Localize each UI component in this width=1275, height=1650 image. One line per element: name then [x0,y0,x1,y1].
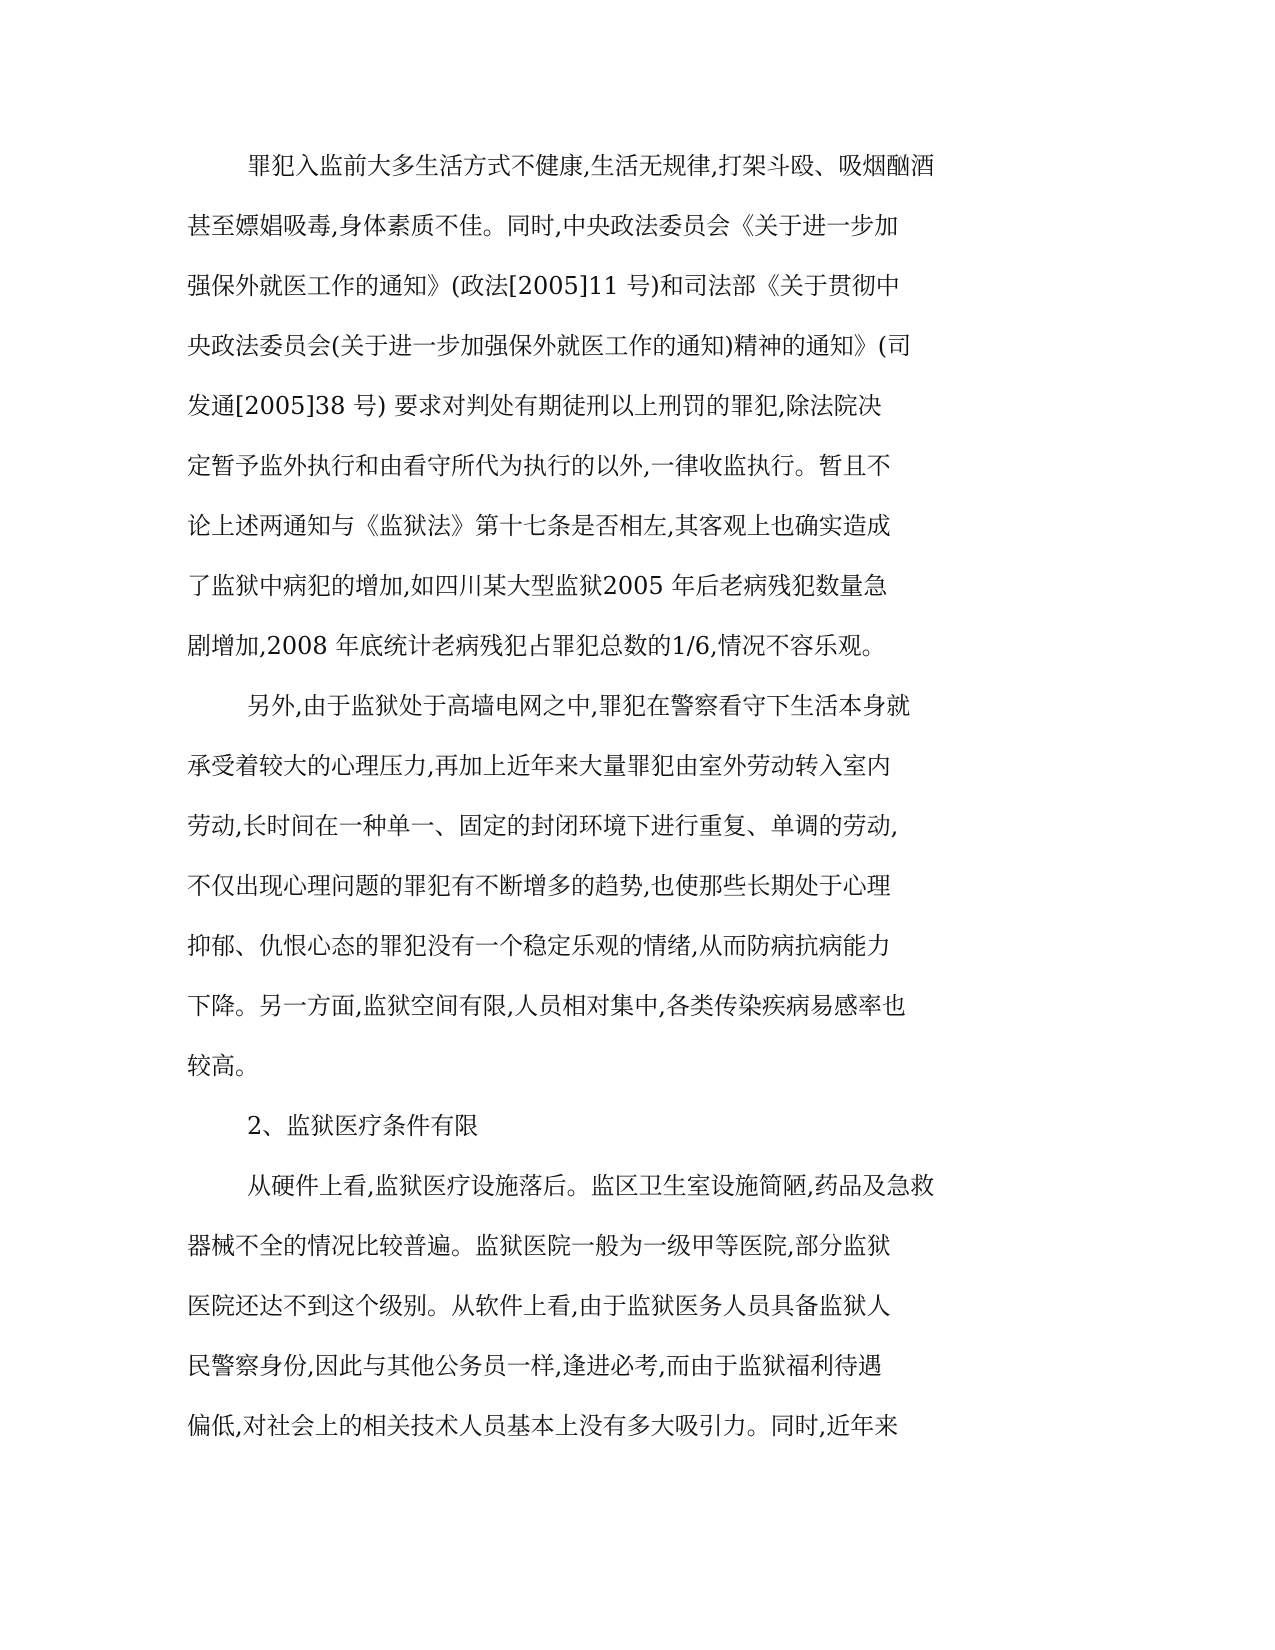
text-line: 论上述两通知与《监狱法》第十七条是否相左,其客观上也确实造成 [187,512,891,540]
text-line: 另外,由于监狱处于高墙电网之中,罪犯在警察看守下生活本身就 [247,692,911,720]
text-line: 医院还达不到这个级别。从软件上看,由于监狱医务人员具备监狱人 [187,1292,891,1320]
text-line: 劳动,长时间在一种单一、固定的封闭环境下进行重复、单调的劳动, [187,812,899,840]
text-line: 较高。 [187,1052,259,1080]
section-heading: 2、监狱医疗条件有限 [247,1112,479,1140]
text-line: 不仅出现心理问题的罪犯有不断增多的趋势,也使那些长期处于心理 [187,872,891,900]
text-line: 剧增加,2008 年底统计老病残犯占罪犯总数的1/6,情况不容乐观。 [187,632,886,660]
text-line: 发通[2005]38 号) 要求对判处有期徒刑以上刑罚的罪犯,除法院决 [187,392,882,420]
text-line: 下降。另一方面,监狱空间有限,人员相对集中,各类传染疾病易感率也 [187,992,906,1020]
text-line: 偏低,对社会上的相关技术人员基本上没有多大吸引力。同时,近年来 [187,1412,899,1440]
text-line: 了监狱中病犯的增加,如四川某大型监狱2005 年后老病残犯数量急 [187,572,888,600]
text-line: 定暂予监外执行和由看守所代为执行的以外,一律收监执行。暂且不 [187,452,891,480]
text-line: 强保外就医工作的通知》(政法[2005]11 号)和司法部《关于贯彻中 [187,272,900,300]
text-line: 民警察身份,因此与其他公务员一样,逢进必考,而由于监狱福利待遇 [187,1352,882,1380]
document-body [187,136,987,1456]
text-line: 器械不全的情况比较普遍。监狱医院一般为一级甲等医院,部分监狱 [187,1232,891,1260]
text-line: 抑郁、仇恨心态的罪犯没有一个稳定乐观的情绪,从而防病抗病能力 [187,932,891,960]
text-line: 承受着较大的心理压力,再加上近年来大量罪犯由室外劳动转入室内 [187,752,891,780]
text-line: 甚至嫖娼吸毒,身体素质不佳。同时,中央政法委员会《关于进一步加 [187,212,899,240]
text-line: 从硬件上看,监狱医疗设施落后。监区卫生室设施简陋,药品及急救 [247,1172,935,1200]
text-line: 央政法委员会(关于进一步加强保外就医工作的通知)精神的通知》(司 [187,332,912,360]
text-line: 罪犯入监前大多生活方式不健康,生活无规律,打架斗殴、吸烟酗酒 [247,152,935,180]
